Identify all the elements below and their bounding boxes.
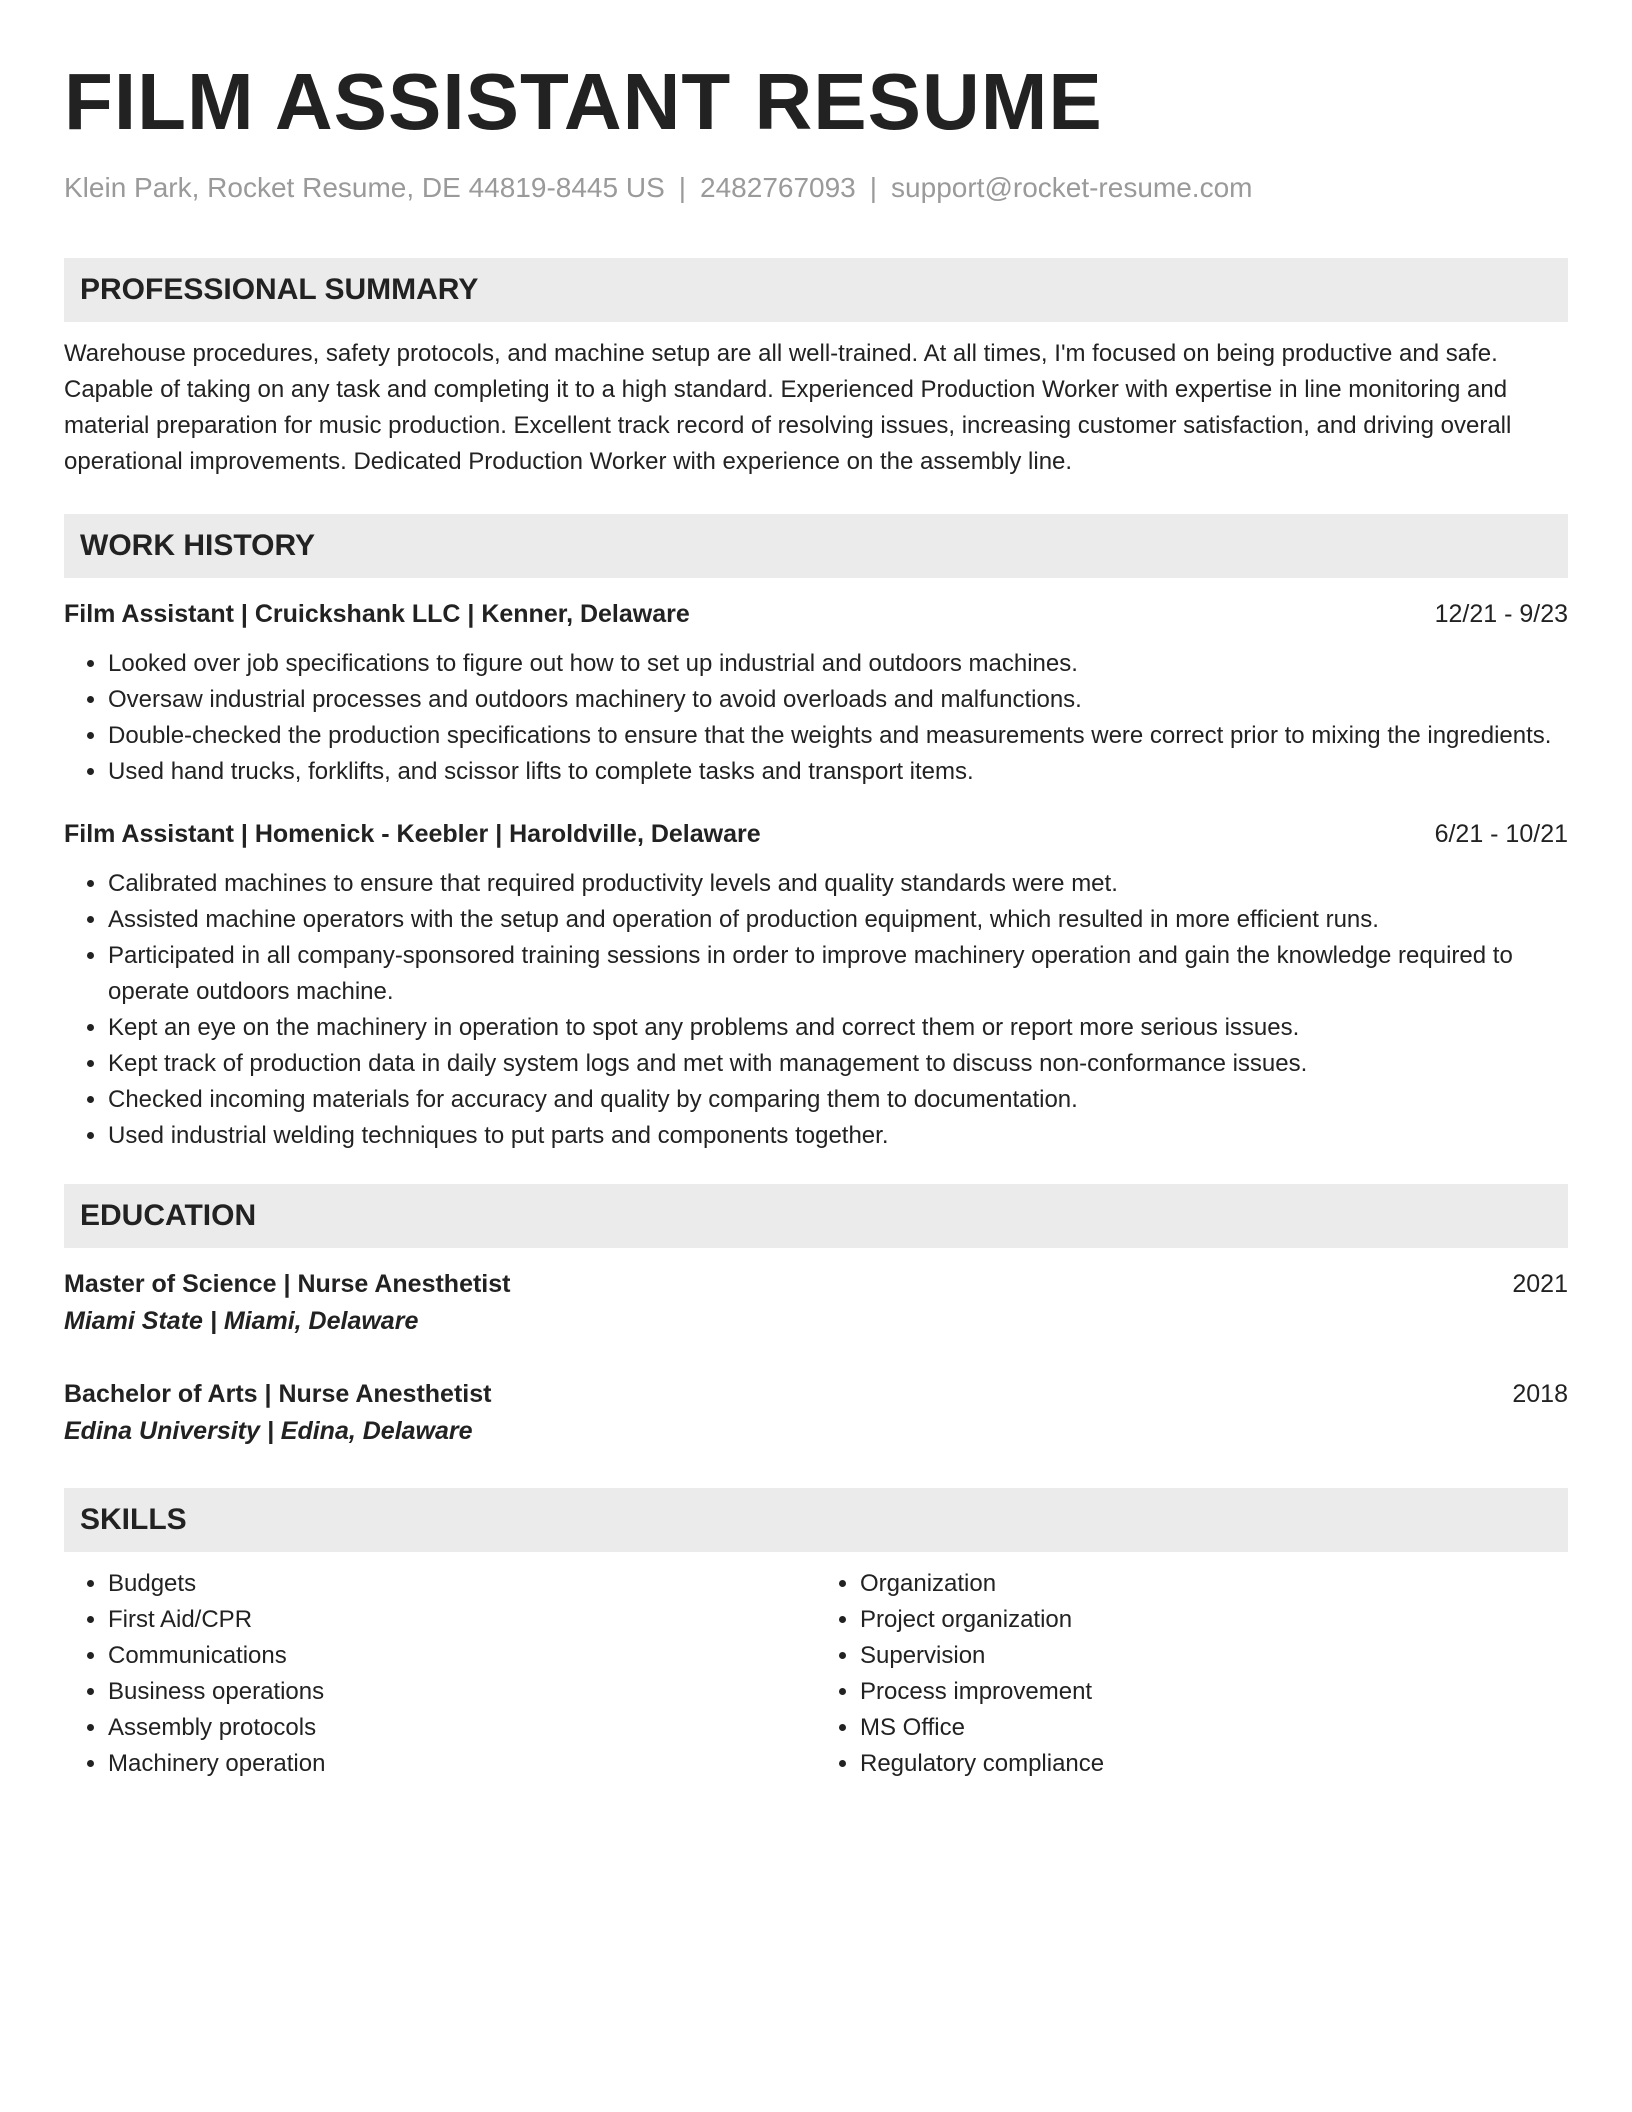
job-bullet: • Oversaw industrial processes and outdoors machinery to avoid overloads and malfunctions. <box>108 682 1568 718</box>
skills-column-left <box>64 1566 816 1782</box>
job-bullet: • Used hand trucks, forklifts, and scissor lifts to complete tasks and transport items. <box>108 754 1568 790</box>
contact-email: support@rocket-resume.com <box>891 172 1253 203</box>
education-degree: Master of Science | Nurse Anesthetist <box>64 1270 511 1298</box>
skill-item: • Regulatory compliance <box>860 1746 1568 1782</box>
job-entry <box>64 596 1568 790</box>
education-entry <box>64 1266 1568 1340</box>
skill-item: • Process improvement <box>860 1674 1568 1710</box>
skill-item: • Organization <box>860 1566 1568 1602</box>
summary-text: Warehouse procedures, safety protocols, and machine setup are all well-trained. At all times, I'm focused on being productive and safe. Capable of taking on any task and completing it to a high standard. Experienced Production Worker with expertise in line monitoring and material preparation for music production. Excellent track record of resolving issues, increasing customer satisfaction, and driving overall operational improvements. Dedicated Production Worker with experience on the assembly line. <box>64 340 1512 475</box>
section-header-skills: SKILLS <box>64 1488 1568 1552</box>
job-entry <box>64 816 1568 1154</box>
skill-item: • Communications <box>108 1638 816 1674</box>
resume-title: FILM ASSISTANT RESUME <box>64 57 1103 146</box>
skill-item: • Assembly protocols <box>108 1710 816 1746</box>
skill-item: • First Aid/CPR <box>108 1602 816 1638</box>
skills-bullets <box>816 1566 1568 1782</box>
skill-item: • MS Office <box>860 1710 1568 1746</box>
skill-item: • Supervision <box>860 1638 1568 1674</box>
contact-phone: 2482767093 <box>700 172 856 203</box>
job-dates: 6/21 - 10/21 <box>1434 820 1568 848</box>
section-header-education: EDUCATION <box>64 1184 1568 1248</box>
education-year: 2021 <box>1512 1270 1568 1298</box>
skill-item: • Budgets <box>108 1566 816 1602</box>
education-school: Edina University | Edina, Delaware <box>64 1417 473 1445</box>
skill-item: • Business operations <box>108 1674 816 1710</box>
education-year: 2018 <box>1512 1380 1568 1408</box>
job-bullet: • Assisted machine operators with the setup and operation of production equipment, which resulted in more efficient runs. <box>108 902 1568 938</box>
job-bullet: • Used industrial welding techniques to put parts and components together. <box>108 1118 1568 1154</box>
skill-item: • Machinery operation <box>108 1746 816 1782</box>
skills-column-right <box>816 1566 1568 1782</box>
education-degree: Bachelor of Arts | Nurse Anesthetist <box>64 1380 492 1408</box>
job-title: Film Assistant | Cruickshank LLC | Kenner, Delaware <box>64 600 690 628</box>
job-bullet: • Participated in all company-sponsored training sessions in order to improve machinery operation and gain the knowledge required to operate outdoors machine. <box>108 938 1568 1010</box>
job-title: Film Assistant | Homenick - Keebler | Haroldville, Delaware <box>64 820 761 848</box>
job-bullet: • Checked incoming materials for accuracy and quality by comparing them to documentation. <box>108 1082 1568 1118</box>
job-bullet: • Looked over job specifications to figure out how to set up industrial and outdoors machines. <box>108 646 1568 682</box>
contact-separator: | <box>678 172 687 203</box>
contact-separator: | <box>869 172 878 203</box>
skills-list <box>64 1566 1568 1782</box>
job-bullet: • Kept an eye on the machinery in operation to spot any problems and correct them or report more serious issues. <box>108 1010 1568 1046</box>
job-bullets <box>64 646 1568 790</box>
education-entry <box>64 1376 1568 1450</box>
education-school: Miami State | Miami, Delaware <box>64 1307 419 1335</box>
job-dates: 12/21 - 9/23 <box>1434 600 1568 628</box>
section-header-summary: PROFESSIONAL SUMMARY <box>64 258 1568 322</box>
education-header <box>64 1266 1568 1302</box>
contact-line <box>64 170 1568 206</box>
job-bullet: • Kept track of production data in daily system logs and met with management to discuss non-conformance issues. <box>108 1046 1568 1082</box>
contact-address: Klein Park, Rocket Resume, DE 44819-8445 US <box>64 172 665 203</box>
education-header <box>64 1376 1568 1412</box>
job-bullet: • Calibrated machines to ensure that required productivity levels and quality standards were met. <box>108 866 1568 902</box>
job-bullet: • Double-checked the production specifications to ensure that the weights and measurements were correct prior to mixing the ingredients. <box>108 718 1568 754</box>
section-header-work-history: WORK HISTORY <box>64 514 1568 578</box>
skills-bullets <box>64 1566 816 1782</box>
job-bullets <box>64 866 1568 1154</box>
job-header <box>64 596 1568 632</box>
job-header <box>64 816 1568 852</box>
skill-item: • Project organization <box>860 1602 1568 1638</box>
